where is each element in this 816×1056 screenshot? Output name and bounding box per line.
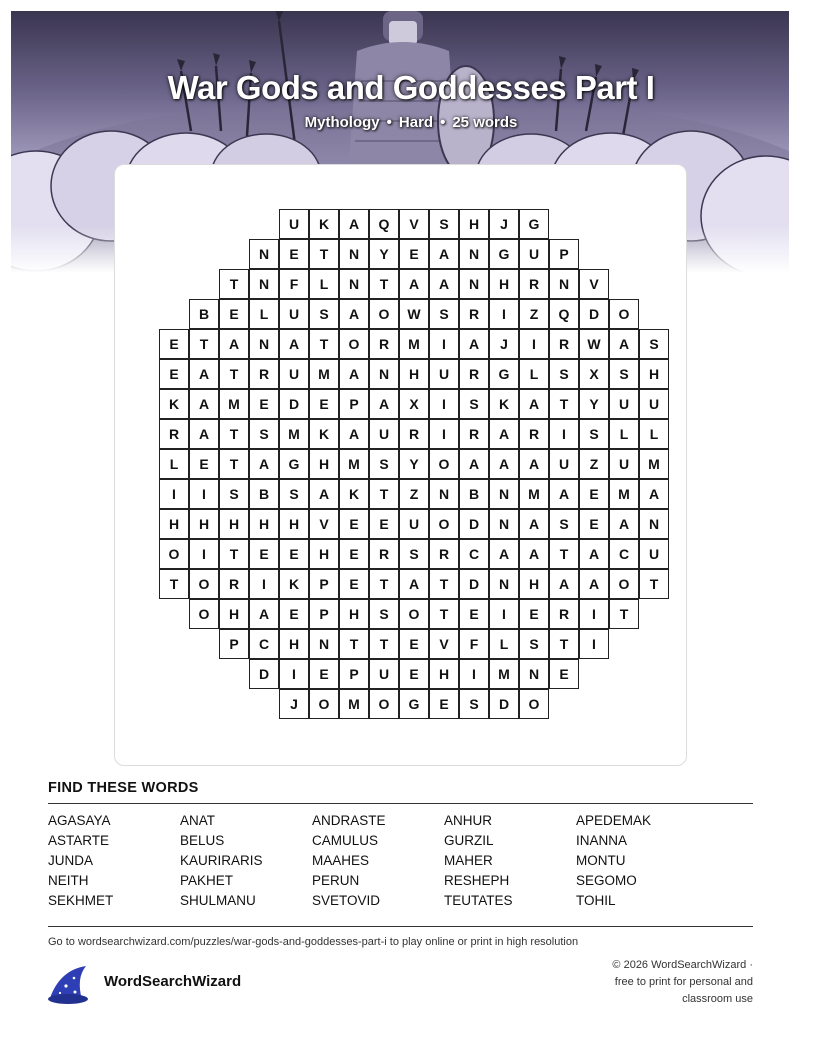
grid-cell[interactable]: K [309,209,339,239]
grid-cell[interactable]: X [579,359,609,389]
grid-cell[interactable]: E [459,599,489,629]
grid-cell[interactable]: R [459,419,489,449]
grid-cell[interactable]: H [309,539,339,569]
grid-cell[interactable]: F [459,629,489,659]
meta-separator: • [440,114,446,131]
grid-cell[interactable]: O [429,509,459,539]
grid-cell[interactable]: A [549,569,579,599]
grid-cell[interactable]: M [519,479,549,509]
grid-cell[interactable]: T [369,479,399,509]
grid-cell[interactable]: I [429,329,459,359]
grid-cell[interactable]: S [579,419,609,449]
grid-cell[interactable]: U [279,359,309,389]
word-count-label: 25 words [452,114,518,131]
grid-cell[interactable]: E [579,479,609,509]
grid-cell[interactable]: I [189,539,219,569]
grid-cell[interactable]: G [519,209,549,239]
grid-cell[interactable]: N [369,359,399,389]
grid-cell[interactable]: T [609,599,639,629]
grid-cell[interactable]: H [279,629,309,659]
grid-cell[interactable]: R [459,359,489,389]
grid-cell[interactable]: Z [399,479,429,509]
grid-cell[interactable]: Q [369,209,399,239]
grid-cell[interactable]: A [429,239,459,269]
grid-cell[interactable]: A [609,329,639,359]
grid-cell[interactable]: U [369,659,399,689]
word-list-item: MAAHES [312,853,370,868]
grid-cell[interactable]: R [369,539,399,569]
word-list-item: ANAT [180,813,216,828]
grid-cell[interactable]: E [339,569,369,599]
grid-cell[interactable]: T [159,569,189,599]
grid-cell[interactable]: O [429,449,459,479]
grid-cell[interactable]: L [159,449,189,479]
grid-cell[interactable]: S [459,689,489,719]
grid-cell[interactable]: E [309,659,339,689]
grid-cell[interactable]: O [189,569,219,599]
grid-cell[interactable]: H [309,449,339,479]
grid-cell[interactable]: W [579,329,609,359]
grid-cell[interactable]: K [279,569,309,599]
grid-cell[interactable]: A [249,449,279,479]
word-list-item: ASTARTE [48,833,110,848]
grid-cell[interactable]: N [339,239,369,269]
grid-cell[interactable]: D [459,569,489,599]
grid-cell[interactable]: M [279,419,309,449]
grid-cell[interactable]: L [609,419,639,449]
word-list-item: AGASAYA [48,813,111,828]
grid-cell[interactable]: E [399,629,429,659]
grid-cell[interactable]: O [609,299,639,329]
grid-cell[interactable]: H [429,659,459,689]
grid-cell[interactable]: H [489,269,519,299]
grid-cell[interactable]: I [159,479,189,509]
grid-cell[interactable]: G [489,239,519,269]
footer-link-text[interactable]: Go to wordsearchwizard.com/puzzles/war-gods-and-goddesses-part-i to play online or print in high resolution [48,936,579,948]
grid-cell[interactable]: I [489,599,519,629]
grid-cell[interactable]: D [279,389,309,419]
grid-cell[interactable]: R [519,419,549,449]
page-title: War Gods and Goddesses Part I [167,69,655,106]
grid-cell[interactable]: A [189,389,219,419]
grid-cell[interactable]: E [189,449,219,479]
word-list-item: PAKHET [180,873,234,888]
grid-cell[interactable]: M [489,659,519,689]
grid-cell[interactable]: R [549,599,579,629]
word-list-item: PERUN [312,873,360,888]
divider [48,803,753,804]
grid-cell[interactable]: T [189,329,219,359]
grid-cell[interactable]: E [579,509,609,539]
grid-cell[interactable]: S [429,209,459,239]
grid-cell[interactable]: H [639,359,669,389]
grid-cell[interactable]: H [159,509,189,539]
grid-cell[interactable]: V [429,629,459,659]
grid-cell[interactable]: N [249,269,279,299]
word-list-heading: FIND THESE WORDS [48,780,199,796]
grid-cell[interactable]: T [309,329,339,359]
grid-cell[interactable]: L [489,629,519,659]
word-list-item: SHULMANU [180,893,256,908]
grid-cell[interactable]: O [189,599,219,629]
word-list-item: SVETOVID [312,893,381,908]
grid-cell[interactable]: S [609,359,639,389]
grid-cell[interactable]: N [459,239,489,269]
grid-cell[interactable]: A [249,599,279,629]
grid-cell[interactable]: S [369,449,399,479]
grid-cell[interactable]: T [369,269,399,299]
word-list-item: GURZIL [444,833,494,848]
grid-cell[interactable]: U [609,449,639,479]
brand-name[interactable]: WordSearchWizard [104,973,242,990]
word-list-item: MAHER [444,853,493,868]
grid-cell[interactable]: A [519,389,549,419]
grid-cell[interactable]: H [219,599,249,629]
grid-cell[interactable]: N [489,479,519,509]
word-list-item: SEKHMET [48,893,114,908]
grid-cell[interactable]: S [549,359,579,389]
grid-cell[interactable]: A [489,419,519,449]
grid-cell[interactable]: I [189,479,219,509]
grid-cell[interactable]: S [369,599,399,629]
grid-cell[interactable]: O [609,569,639,599]
grid-cell[interactable]: T [429,599,459,629]
grid-cell[interactable]: N [249,239,279,269]
grid-cell[interactable]: M [609,479,639,509]
word-list-item: CAMULUS [312,833,379,848]
grid-cell[interactable]: U [279,299,309,329]
grid-cell[interactable]: D [249,659,279,689]
grid-cell[interactable]: N [249,329,279,359]
grid-cell[interactable]: T [369,629,399,659]
copyright-line: free to print for personal and [614,976,753,988]
grid-cell[interactable]: A [609,509,639,539]
grid-cell[interactable]: B [189,299,219,329]
grid-cell[interactable]: H [189,509,219,539]
grid-cell[interactable]: A [279,329,309,359]
grid-cell[interactable]: Y [579,389,609,419]
grid-cell[interactable]: I [489,299,519,329]
grid-cell[interactable]: X [399,389,429,419]
grid-cell[interactable]: U [369,419,399,449]
grid-cell[interactable]: A [459,329,489,359]
grid-cell[interactable]: Z [519,299,549,329]
grid-cell[interactable]: M [399,329,429,359]
word-list-item: BELUS [180,833,225,848]
grid-cell[interactable]: O [339,329,369,359]
grid-cell[interactable]: R [159,419,189,449]
word-list-item: SEGOMO [576,873,637,888]
grid-cell[interactable]: H [459,209,489,239]
grid-cell[interactable]: P [339,389,369,419]
grid-cell[interactable]: J [279,689,309,719]
grid-cell[interactable]: R [219,569,249,599]
grid-cell[interactable]: P [309,599,339,629]
grid-cell[interactable]: D [579,299,609,329]
grid-cell[interactable]: U [429,359,459,389]
grid-cell[interactable]: D [489,689,519,719]
grid-cell[interactable]: M [339,449,369,479]
wizard-hat-icon [46,964,94,1011]
grid-cell[interactable]: N [639,509,669,539]
grid-cell[interactable]: U [519,239,549,269]
grid-cell[interactable]: H [519,569,549,599]
grid-cell[interactable]: S [249,419,279,449]
grid-cell[interactable]: S [459,389,489,419]
grid-cell[interactable]: H [399,359,429,389]
word-list-item: ANDRASTE [312,813,386,828]
copyright-notice [553,957,753,1008]
grid-cell[interactable]: E [279,239,309,269]
grid-cell[interactable]: T [309,239,339,269]
grid-cell[interactable]: M [639,449,669,479]
grid-cell[interactable]: H [249,509,279,539]
grid-cell[interactable]: V [579,269,609,299]
grid-cell[interactable]: E [279,599,309,629]
grid-cell[interactable]: A [189,419,219,449]
grid-cell[interactable]: G [279,449,309,479]
grid-cell[interactable]: L [519,359,549,389]
grid-cell[interactable]: O [399,599,429,629]
grid-cell[interactable]: A [519,509,549,539]
grid-cell[interactable]: K [159,389,189,419]
difficulty-label: Hard [398,114,434,131]
grid-cell[interactable]: E [339,539,369,569]
grid-cell[interactable]: J [489,329,519,359]
copyright-line: classroom use [682,993,753,1005]
grid-cell[interactable]: T [549,389,579,419]
grid-cell[interactable]: O [369,299,399,329]
grid-cell[interactable]: E [249,539,279,569]
grid-cell[interactable]: R [369,329,399,359]
grid-cell[interactable]: S [309,299,339,329]
grid-cell[interactable]: K [489,389,519,419]
grid-cell[interactable]: B [459,479,489,509]
grid-cell[interactable]: A [489,539,519,569]
grid-cell[interactable]: A [579,569,609,599]
grid-cell[interactable]: L [639,419,669,449]
grid-cell[interactable]: I [579,599,609,629]
grid-cell[interactable]: A [579,539,609,569]
grid-cell[interactable]: S [549,509,579,539]
meta-separator: • [386,114,392,131]
grid-cell[interactable]: A [429,269,459,299]
grid-cell[interactable]: O [519,689,549,719]
grid-cell[interactable]: T [369,569,399,599]
word-list-item: TOHIL [576,893,616,908]
grid-cell[interactable]: I [549,419,579,449]
divider [48,926,753,927]
grid-cell[interactable]: I [519,329,549,359]
grid-cell[interactable]: K [339,479,369,509]
grid-cell[interactable]: H [279,509,309,539]
grid-cell[interactable]: E [519,599,549,629]
grid-cell[interactable]: O [369,689,399,719]
grid-cell[interactable]: Y [399,449,429,479]
grid-cell[interactable]: U [549,449,579,479]
grid-cell[interactable]: T [219,269,249,299]
grid-cell[interactable]: U [609,389,639,419]
puzzle-card [114,164,687,766]
grid-cell[interactable]: M [339,689,369,719]
word-list-item: KAURIRARIS [180,853,263,868]
grid-cell[interactable]: P [219,629,249,659]
grid-cell[interactable]: E [159,329,189,359]
grid-cell[interactable]: A [399,569,429,599]
grid-cell[interactable]: A [219,329,249,359]
grid-cell[interactable]: R [249,359,279,389]
grid-cell[interactable]: A [399,269,429,299]
grid-cell[interactable]: B [249,479,279,509]
grid-cell[interactable]: A [339,209,369,239]
grid-cell[interactable]: L [249,299,279,329]
grid-cell[interactable]: P [339,659,369,689]
grid-cell[interactable]: N [519,659,549,689]
grid-cell[interactable]: T [219,539,249,569]
grid-cell[interactable]: G [489,359,519,389]
grid-cell[interactable]: I [579,629,609,659]
grid-cell[interactable]: A [459,449,489,479]
grid-cell[interactable]: E [399,239,429,269]
grid-cell[interactable]: R [459,299,489,329]
grid-cell[interactable]: T [219,449,249,479]
grid-cell[interactable]: E [339,509,369,539]
grid-cell[interactable]: C [609,539,639,569]
grid-cell[interactable]: E [399,659,429,689]
grid-cell[interactable]: N [339,269,369,299]
grid-cell[interactable]: E [429,689,459,719]
grid-cell[interactable]: A [339,359,369,389]
grid-cell[interactable]: A [639,479,669,509]
grid-cell[interactable]: N [549,269,579,299]
grid-cell[interactable]: R [519,269,549,299]
grid-cell[interactable]: T [219,359,249,389]
grid-cell[interactable]: N [429,479,459,509]
grid-cell[interactable]: S [639,329,669,359]
grid-cell[interactable]: E [219,299,249,329]
grid-cell[interactable]: N [489,509,519,539]
word-list-item: INANNA [576,833,628,848]
grid-cell[interactable]: D [459,509,489,539]
word-list-item: RESHEPH [444,873,510,888]
grid-cell[interactable]: U [399,509,429,539]
grid-cell[interactable]: I [429,419,459,449]
grid-cell[interactable]: Y [369,239,399,269]
grid-cell[interactable]: A [519,539,549,569]
grid-cell[interactable]: A [309,479,339,509]
grid-cell[interactable]: R [549,329,579,359]
grid-cell[interactable]: M [309,359,339,389]
grid-cell[interactable]: T [429,569,459,599]
grid-cell[interactable]: C [249,629,279,659]
grid-cell[interactable]: L [309,269,339,299]
grid-cell[interactable]: E [159,359,189,389]
grid-cell[interactable]: E [249,389,279,419]
grid-cell[interactable]: N [309,629,339,659]
grid-cell[interactable]: A [369,389,399,419]
grid-cell[interactable]: O [309,689,339,719]
grid-cell[interactable]: K [309,419,339,449]
grid-cell[interactable]: H [219,509,249,539]
grid-cell[interactable]: J [489,209,519,239]
grid-cell[interactable]: I [429,389,459,419]
grid-cell[interactable]: R [429,539,459,569]
grid-cell[interactable]: N [459,269,489,299]
grid-cell[interactable]: T [219,419,249,449]
word-list-item: TEUTATES [444,893,513,908]
word-list-item: ANHUR [444,813,493,828]
grid-cell[interactable]: U [639,539,669,569]
grid-cell[interactable]: Q [549,299,579,329]
word-list-item: NEITH [48,873,89,888]
grid-cell[interactable]: A [489,449,519,479]
grid-cell[interactable]: S [519,629,549,659]
grid-cell[interactable]: T [549,629,579,659]
grid-cell[interactable]: Z [579,449,609,479]
grid-cell[interactable]: I [459,659,489,689]
grid-cell[interactable]: F [279,269,309,299]
grid-cell[interactable]: H [339,599,369,629]
grid-cell[interactable]: E [309,389,339,419]
grid-cell[interactable]: T [339,629,369,659]
grid-cell[interactable]: S [219,479,249,509]
grid-cell[interactable]: A [339,299,369,329]
grid-cell[interactable]: A [519,449,549,479]
grid-cell[interactable]: E [369,509,399,539]
grid-cell[interactable]: E [279,539,309,569]
grid-cell[interactable]: O [159,539,189,569]
copyright-line: © 2026 WordSearchWizard · [612,959,753,971]
grid-cell[interactable]: W [399,299,429,329]
grid-cell[interactable]: A [189,359,219,389]
grid-cell[interactable]: T [639,569,669,599]
grid-cell[interactable]: G [399,689,429,719]
word-list-item: JUNDA [48,853,94,868]
grid-cell[interactable]: P [549,239,579,269]
grid-cell[interactable]: I [279,659,309,689]
grid-cell[interactable]: P [309,569,339,599]
grid-cell[interactable]: I [249,569,279,599]
grid-cell[interactable]: T [549,539,579,569]
grid-cell[interactable]: E [549,659,579,689]
grid-cell[interactable]: U [639,389,669,419]
grid-cell[interactable]: A [549,479,579,509]
grid-cell[interactable]: U [279,209,309,239]
grid-cell[interactable]: S [279,479,309,509]
grid-cell[interactable]: V [309,509,339,539]
grid-cell[interactable]: N [489,569,519,599]
puzzle-meta [11,114,789,131]
grid-cell[interactable]: S [429,299,459,329]
grid-cell[interactable]: V [399,209,429,239]
grid-cell[interactable]: A [339,419,369,449]
grid-cell[interactable]: C [459,539,489,569]
word-list-item: APEDEMAK [576,813,652,828]
grid-cell[interactable]: R [399,419,429,449]
grid-cell[interactable]: S [399,539,429,569]
word-list-item: MONTU [576,853,626,868]
category-label: Mythology [304,114,380,131]
grid-cell[interactable]: M [219,389,249,419]
